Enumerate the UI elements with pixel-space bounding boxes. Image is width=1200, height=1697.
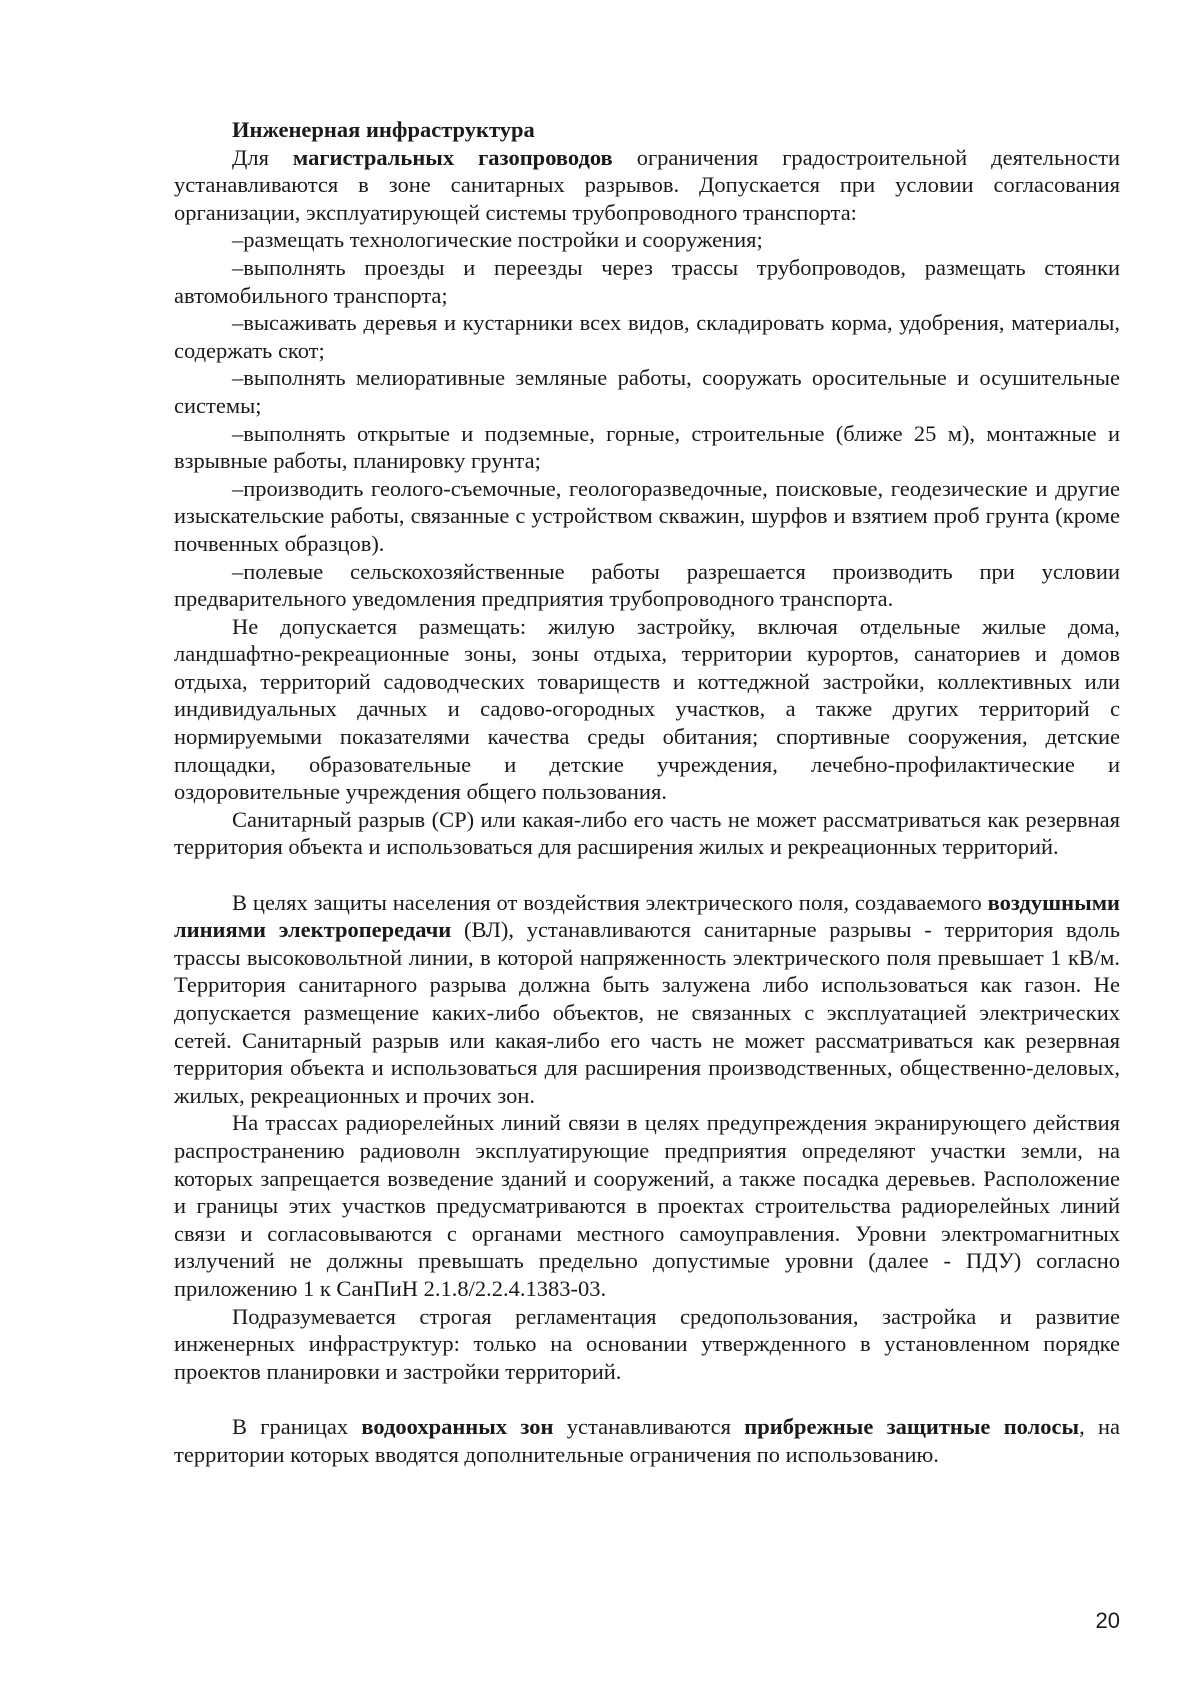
section-heading: Инженерная инфраструктура (232, 117, 535, 142)
list-item: –производить геолого-съемочные, геологоразведочные, поисковые, геодезические и другие изыскательские работы, связанные с устройством скважин, шурфов и взятием проб грунта (кроме почвенных образцов). (174, 475, 1120, 556)
list-item: –выполнять проезды и переезды через трассы трубопроводов, размещать стоянки автомобильного транспорта; (174, 254, 1120, 308)
radio-relay-paragraph: На трассах радиорелейных линий связи в целях предупреждения экранирующего действия распространению радиоволн эксплуатирующие предприятия определяют участки земли, на которых запрещается возведение зданий и сооружений, а также посадка деревьев. Расположение и границы этих участков предусматриваются в проектах строительства радиорелейных линий связи и согласовываются с органами местного самоуправления. Уровни электромагнитных излучений не должны превышать предельно допустимые уровни (далее - ПДУ) согласно приложению 1 к СанПиН 2.1.8/2.2.4.1383-03. (174, 1110, 1120, 1301)
gas-pipelines-paragraph (174, 144, 1120, 227)
regulation-paragraph: Подразумевается строгая регламентация средопользования, застройка и развитие инженерных инфраструктур: только на основании утвержденного в установленном порядке проектов планировки и застройки территорий. (174, 1303, 1120, 1384)
list-item: –выполнять открытые и подземные, горные, строительные (ближе 25 м), монтажные и взрывные работы, планировку грунта; (174, 420, 1120, 474)
water-mid: устанавливаются (553, 1413, 745, 1439)
water-pre: В границах (232, 1413, 362, 1439)
gas-intro-post: ограничения градостроительной деятельности устанавливаются в зоне санитарных разрывов. Допускается при условии согласования организации, эксплуатирующей системы трубопроводного транспорта: (174, 144, 1120, 225)
water-zones-paragraph (174, 1413, 1120, 1468)
list-item: –высаживать деревья и кустарники всех видов, складировать корма, удобрения, материалы, содержать скот; (174, 310, 1120, 363)
gas-intro-pre: Для (232, 144, 293, 170)
water-post: , на территории которых вводятся дополнительные ограничения по использованию. (174, 1413, 1120, 1467)
document-body (174, 116, 1120, 1468)
prohibited-paragraph: Не допускается размещать: жилую застройку, включая отдельные жилые дома, ландшафтно-рекреационные зоны, зоны отдыха, территории курортов, санаториев и домов отдыха, территорий садоводческих товариществ и коттеджной застройки, коллективных или индивидуальных дачных и садово-огородных участков, а также других территорий с нормируемыми показателями качества среды обитания; спортивные сооружения, детские площадки, образовательные и детские учреждения, лечебно-профилактические и оздоровительные учреждения общего пользования. (174, 613, 1120, 805)
list-item: –выполнять мелиоративные земляные работы, сооружать оросительные и осушительные системы; (174, 365, 1120, 418)
power-lines-paragraph (174, 889, 1120, 1110)
list-item: –полевые сельскохозяйственные работы разрешается производить при условии предварительного уведомления предприятия трубопроводного транспорта. (174, 558, 1120, 612)
power-pre: В целях защиты населения от воздействия электрического поля, создаваемого (232, 889, 988, 915)
power-post: (ВЛ), устанавливаются санитарные разрывы - территория вдоль трассы высоковольтной линии, в которой напряженность электрического поля превышает 1 кВ/м. Территория санитарного разрыва должна быть залужена либо использоваться как газон. Не допускается размещение каких-либо объектов, не связанных с эксплуатацией электрических сетей. Санитарный разрыв или какая-либо его часть не может рассматриваться как резервная территория объекта и использоваться для расширения производственных, общественно-деловых, жилых, рекреационных и прочих зон. (174, 917, 1121, 1108)
page-number: 20 (1095, 1608, 1120, 1633)
list-item: –размещать технологические постройки и сооружения; (232, 227, 763, 253)
gas-intro-term: магистральных газопроводов (292, 144, 613, 170)
sanitary-gap-paragraph: Санитарный разрыв (СР) или какая-либо его часть не может рассматриваться как резервная территория объекта и использоваться для расширения жилых и рекреационных территорий. (174, 806, 1120, 860)
power-term: воздушными линиями электропередачи (174, 889, 1120, 943)
water-term-2: прибрежные защитные полосы (744, 1413, 1080, 1439)
water-term-1: водоохранных зон (361, 1413, 554, 1439)
